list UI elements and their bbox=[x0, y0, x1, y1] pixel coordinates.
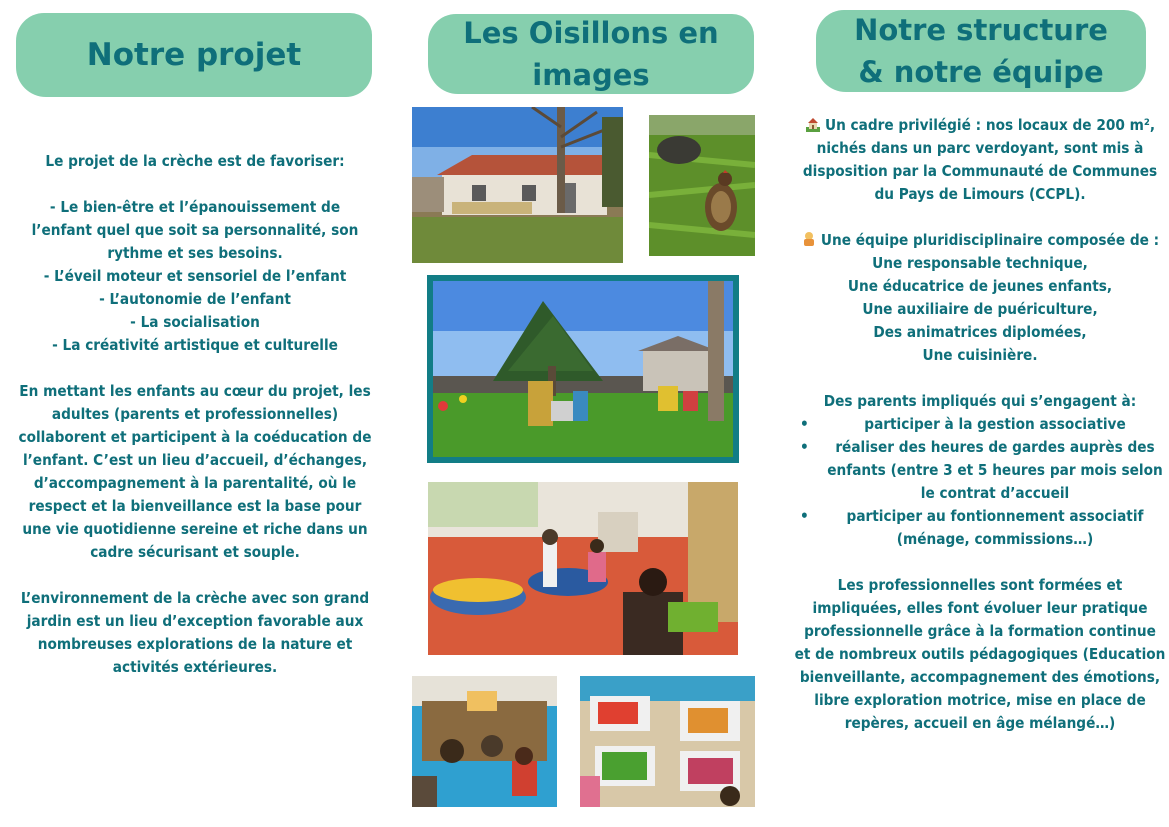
projet-text bbox=[18, 150, 372, 679]
photo-garden-playground bbox=[427, 275, 739, 463]
parents-intro: Des parents impliqués qui s’engagent à: bbox=[823, 392, 1137, 410]
staff-item: Une éducatrice de jeunes enfants, bbox=[847, 277, 1113, 295]
projet-goal: - La créativité artistique et culturelle bbox=[52, 336, 338, 354]
parents-list-item: • participer au fontionnement associatif (ménage, commissions…) bbox=[794, 505, 1166, 551]
projet-intro: Le projet de la crèche est de favoriser: bbox=[45, 152, 345, 170]
baby-bottle-icon bbox=[801, 231, 817, 247]
equipe-intro bbox=[794, 229, 1166, 252]
projet-goal: - L’éveil moteur et sensoriel de l’enfant bbox=[43, 267, 347, 285]
staff-item: Une auxiliaire de puériculture, bbox=[862, 300, 1098, 318]
projet-paragraph-jardin: L’environnement de la crèche avec son grand jardin est un lieu d’exception favorable aux nombreuses explorations de la nature et activités extérieures. bbox=[20, 589, 370, 676]
photo-sensory-table bbox=[412, 676, 557, 807]
equipe-intro-text: Une équipe pluridisciplinaire composée de : bbox=[820, 231, 1160, 249]
oisillons-heading bbox=[428, 14, 754, 94]
house-garden-icon bbox=[805, 116, 821, 132]
staff-item: Une responsable technique, bbox=[872, 254, 1088, 272]
staff-item: Une cuisinière. bbox=[922, 346, 1038, 364]
structure-heading bbox=[816, 10, 1146, 92]
structure-text bbox=[794, 114, 1166, 735]
parents-list-item: • participer à la gestion associative bbox=[794, 413, 1166, 436]
photo-craft-activity bbox=[580, 676, 755, 807]
photo-hen-in-grass bbox=[649, 115, 755, 256]
projet-paragraph-coeducation: En mettant les enfants au cœur du projet, les adultes (parents et professionnelles) collaborent et participent à la coéducation de l’enfant. C’est un lieu d’accueil, d’échanges, d’accompagnement à la parentalité, où le respect et la bienveillance est la base pour une vie quotidienne sereine et riche dans un cadre sécurisant et souple. bbox=[18, 382, 372, 561]
structure-title-line2: & notre équipe bbox=[858, 55, 1104, 89]
parents-list-item: • réaliser des heures de gardes auprès des enfants (entre 3 et 5 heures par mois selon le contrat d’accueil bbox=[794, 436, 1166, 505]
notre-projet-title: Notre projet bbox=[86, 36, 302, 73]
notre-projet-heading bbox=[16, 13, 372, 97]
parents-list bbox=[794, 413, 1166, 551]
projet-goal: - La socialisation bbox=[130, 313, 260, 331]
staff-item: Des animatrices diplomées, bbox=[873, 323, 1087, 341]
cadre-paragraph bbox=[794, 114, 1166, 206]
photo-indoor-playroom bbox=[428, 482, 738, 655]
pros-paragraph: Les professionnelles sont formées et impliquées, elles font évoluer leur pratique professionnelle grâce à la formation continue et de nombreux outils pédagogiques (Education bienveillante, accompagnement des émotions, libre exploration motrice, mise en place de repères, accueil en âge mélangé…) bbox=[794, 576, 1166, 732]
structure-title-line1: Notre structure bbox=[854, 13, 1108, 47]
cadre-text: Un cadre privilégié : nos locaux de 200 m², nichés dans un parc verdoyant, sont mis à disposition par la Communauté de Communes du Pays de Limours (CCPL). bbox=[802, 116, 1158, 203]
photo-creche-building bbox=[412, 107, 623, 263]
oisillons-title: Les Oisillons en images bbox=[463, 16, 719, 92]
projet-goal: - L’autonomie de l’enfant bbox=[99, 290, 291, 308]
projet-goal: - Le bien-être et l’épanouissement de l’enfant quel que soit sa personnalité, son rythme et ses besoins. bbox=[31, 198, 359, 262]
